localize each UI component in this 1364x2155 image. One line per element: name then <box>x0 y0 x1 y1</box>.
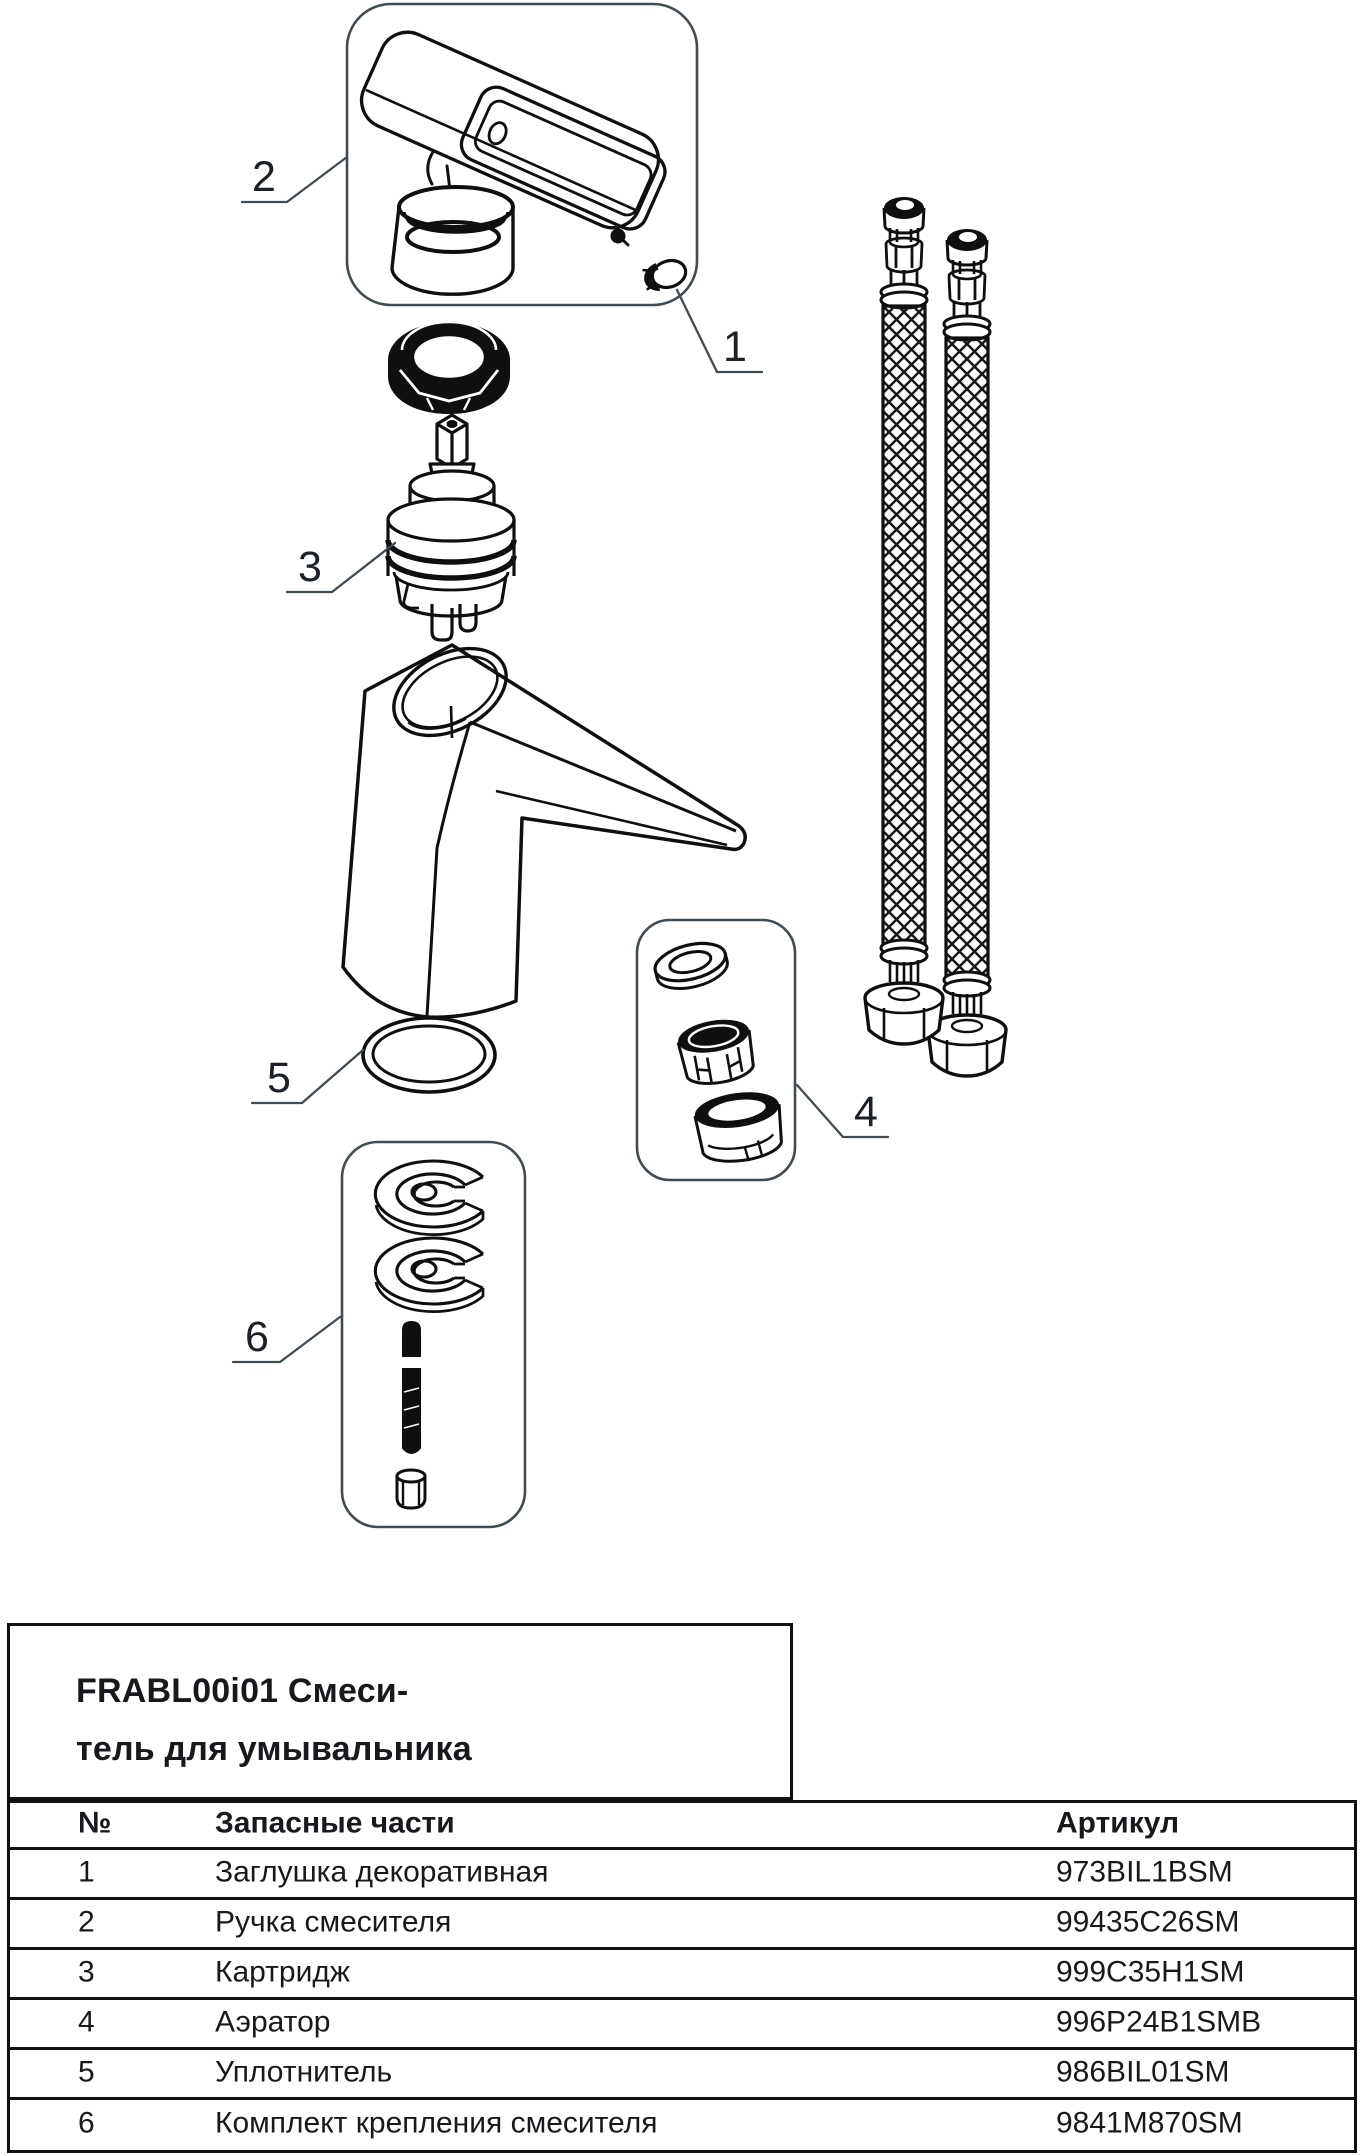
callout-6: 6 <box>245 1313 269 1361</box>
mounting-washer-2 <box>375 1238 483 1312</box>
cell-article: 986BIL01SM <box>1056 2055 1230 2089</box>
decorative-plug-drawing <box>640 256 689 294</box>
table-row <box>10 2100 1354 2150</box>
cell-num: 2 <box>78 1905 95 1939</box>
cell-article: 973BIL1BSM <box>1056 1855 1233 1889</box>
mounting-stud-drawing <box>402 1322 421 1453</box>
cell-name: Комплект крепления смесителя <box>215 2106 658 2140</box>
table-row <box>10 1900 1354 1950</box>
cell-article: 999C35H1SM <box>1056 1955 1245 1989</box>
table-header-row <box>10 1803 1354 1850</box>
cell-article: 9841M870SM <box>1056 2106 1243 2140</box>
product-title-box <box>7 1623 793 1800</box>
cell-name: Ручка смесителя <box>215 1905 452 1939</box>
callout-5: 5 <box>267 1054 291 1102</box>
cell-name: Уплотнитель <box>215 2055 393 2089</box>
product-title-line2: тель для умывальника <box>76 1730 472 1768</box>
table-row <box>10 2050 1354 2100</box>
parts-table <box>7 1800 1357 2153</box>
product-title-line1: FRABL00i01 Смеси- <box>76 1672 409 1710</box>
table-row <box>10 2000 1354 2050</box>
cell-num: 4 <box>78 2005 95 2039</box>
set-screw-dot <box>611 229 629 246</box>
supply-hose-right <box>928 229 1006 1076</box>
supply-hose-left <box>865 197 943 1044</box>
cell-name: Картридж <box>215 1955 350 1989</box>
mounting-nut-drawing <box>397 1470 425 1508</box>
mounting-kit-box <box>342 1142 525 1527</box>
cartridge-nut-drawing <box>388 322 510 414</box>
cell-num: 3 <box>78 1955 95 1989</box>
cell-num: 5 <box>78 2055 95 2089</box>
o-ring-drawing <box>363 1018 495 1092</box>
cell-name: Аэратор <box>215 2005 331 2039</box>
callout-2: 2 <box>252 153 276 201</box>
cell-name: Заглушка декоративная <box>215 1855 549 1889</box>
header-num: № <box>78 1806 112 1840</box>
table-row <box>10 1950 1354 2000</box>
cell-num: 1 <box>78 1855 95 1889</box>
callout-4: 4 <box>854 1088 878 1136</box>
table-row <box>10 1850 1354 1900</box>
aerator-washer-drawing <box>651 937 731 995</box>
cell-num: 6 <box>78 2106 95 2140</box>
callout-3: 3 <box>298 543 322 591</box>
handle-drawing <box>353 23 677 294</box>
aerator-sleeve-drawing <box>693 1087 787 1166</box>
aerator-insert-drawing <box>675 1015 757 1089</box>
cell-article: 99435C26SM <box>1056 1905 1240 1939</box>
cell-article: 996P24B1SMB <box>1056 2005 1262 2039</box>
header-name: Запасные части <box>215 1806 455 1840</box>
header-article: Артикул <box>1056 1806 1180 1840</box>
callout-1: 1 <box>723 323 747 371</box>
leader-line-1 <box>677 290 762 372</box>
mounting-washer-1 <box>375 1161 483 1235</box>
cartridge-drawing <box>388 415 514 640</box>
